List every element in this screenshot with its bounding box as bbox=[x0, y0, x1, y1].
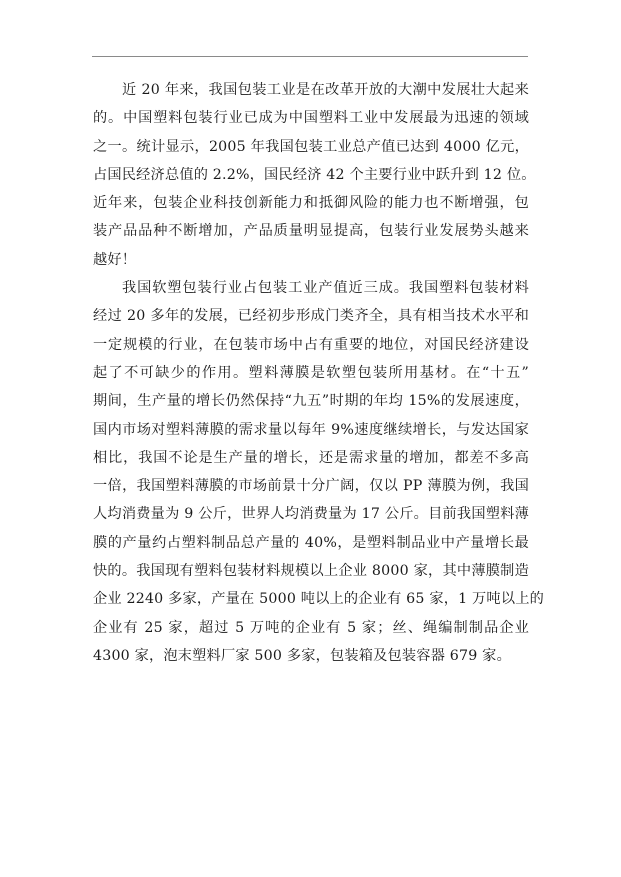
text-line: 一定规模的行业，在包装市场中占有重要的地位，对国民经济建设 bbox=[93, 336, 529, 353]
text-line: 企业 2240 多家，产量在 5000 吨以上的企业有 65 家，1 万吨以上的 bbox=[93, 591, 544, 608]
header-divider bbox=[92, 56, 528, 57]
text-line: 人均消费量为 9 公斤，世界人均消费量为 17 公斤。目前我国塑料薄 bbox=[93, 506, 529, 523]
text-line: 国内市场对塑料薄膜的需求量以每年 9%速度继续增长，与发达国家 bbox=[93, 421, 529, 438]
text-line: 之一。统计显示，2005 年我国包装工业总产值已达到 4000 亿元， bbox=[93, 138, 529, 155]
text-line: 期间，生产量的增长仍然保持“九五”时期的年均 15%的发展速度， bbox=[93, 393, 529, 410]
text-line: 4300 家，泡末塑料厂家 500 多家，包装箱及包装容器 679 家。 bbox=[93, 647, 511, 664]
text-line: 我国软塑包装行业占包装工业产值近三成。我国塑料包装材料 bbox=[122, 280, 529, 297]
text-line: 经过 20 多年的发展，已经初步形成门类齐全，具有相当技术水平和 bbox=[93, 308, 529, 325]
paragraph-soft-plastic-packaging bbox=[93, 274, 544, 670]
text-line: 起了不可缺少的作用。塑料薄膜是软塑包装所用基材。在“十五” bbox=[93, 364, 529, 381]
text-line: 相比，我国不论是生产量的增长，还是需求量的增加，都差不多高 bbox=[93, 449, 529, 466]
text-line: 快的。我国现有塑料包装材料规模以上企业 8000 家，其中薄膜制造 bbox=[93, 563, 529, 580]
text-line: 近年来，包装企业科技创新能力和抵御风险的能力也不断增强，包 bbox=[93, 195, 529, 212]
text-line: 越好！ bbox=[93, 251, 137, 268]
text-line: 占国民经济总值的 2.2%，国民经济 42 个主要行业中跃升到 12 位。 bbox=[93, 166, 536, 183]
text-line: 近 20 年来，我国包装工业是在改革开放的大潮中发展壮大起来 bbox=[122, 82, 529, 98]
text-line: 的。中国塑料包装行业已成为中国塑料工业中发展最为迅速的领域 bbox=[93, 110, 529, 127]
text-line: 膜的产量约占塑料制品总产量的 40%，是塑料制品业中产量增长最 bbox=[93, 534, 529, 551]
text-line: 装产品品种不断增加，产品质量明显提高，包装行业发展势头越来 bbox=[93, 223, 529, 240]
text-line: 一倍，我国塑料薄膜的市场前景十分广阔，仅以 PP 薄膜为例，我国 bbox=[93, 478, 529, 495]
paragraph-packaging-industry bbox=[93, 76, 536, 274]
document-body bbox=[93, 76, 544, 670]
text-line: 企业有 25 家，超过 5 万吨的企业有 5 家；丝、绳编制制品企业 bbox=[93, 619, 529, 636]
